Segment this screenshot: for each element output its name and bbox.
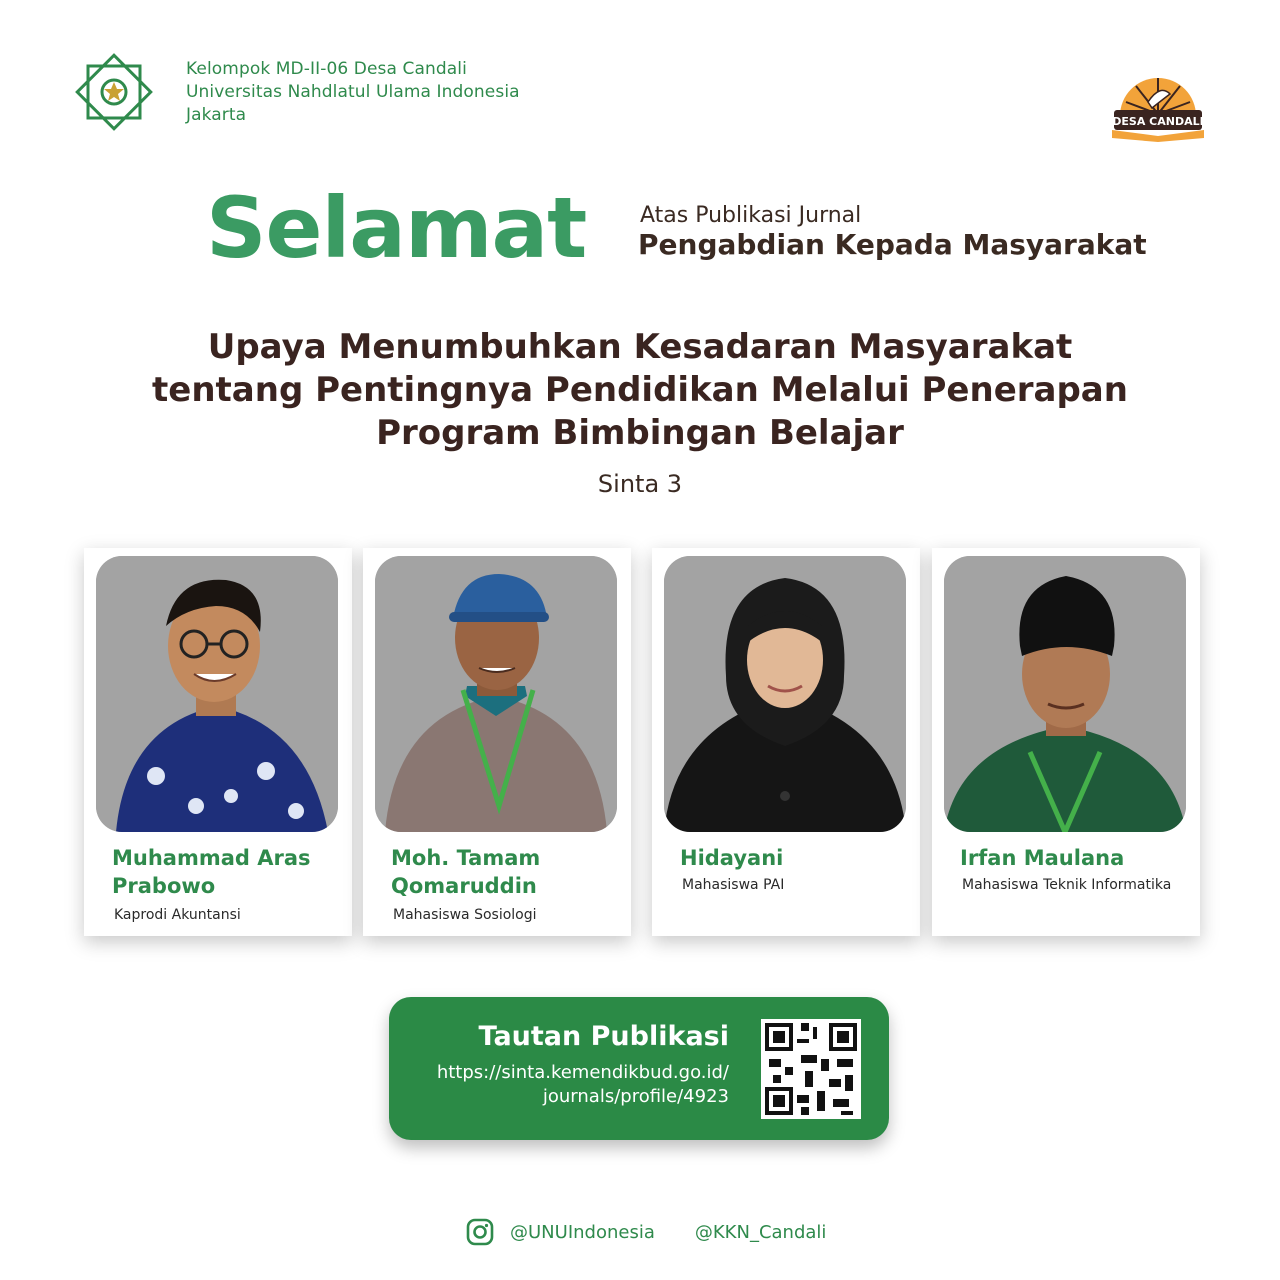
article-title-line: Program Bimbingan Belajar xyxy=(376,413,904,453)
article-title-line: tentang Pentingnya Pendidikan Melalui Penerapan xyxy=(152,370,1128,410)
person-role: Mahasiswa Sosiologi xyxy=(393,907,537,923)
header-line-group: Kelompok MD-II-06 Desa Candali xyxy=(186,59,467,79)
selamat-subtitle-2: Pengabdian Kepada Masyarakat xyxy=(638,228,1147,261)
person-photo xyxy=(96,556,338,832)
instagram-icon xyxy=(466,1218,494,1246)
publication-url[interactable] xyxy=(369,1061,729,1109)
social-footer xyxy=(466,1216,826,1248)
person-photo xyxy=(664,556,906,832)
person-name: Hidayani xyxy=(680,846,784,870)
selamat-subtitle-1: Atas Publikasi Jurnal xyxy=(640,203,862,228)
person-card xyxy=(363,548,631,936)
header-text xyxy=(186,58,520,127)
person-photo xyxy=(944,556,1186,832)
person-name: Moh. Tamam Qomaruddin xyxy=(391,846,541,898)
instagram-handle-kkn[interactable]: @KKN_Candali xyxy=(694,1221,827,1243)
selamat-heading: Selamat xyxy=(206,179,587,277)
person-role: Mahasiswa Teknik Informatika xyxy=(962,877,1172,893)
person-name: Muhammad Aras Prabowo xyxy=(112,846,311,898)
person-role: Kaprodi Akuntansi xyxy=(114,907,241,923)
publication-url-line: https://sinta.kemendikbud.go.id/ xyxy=(436,1062,729,1083)
person-card xyxy=(84,548,352,936)
header-line-city: Jakarta xyxy=(186,105,247,125)
person-photo xyxy=(375,556,617,832)
header-line-university: Universitas Nahdlatul Ulama Indonesia xyxy=(186,82,520,102)
article-title xyxy=(80,326,1200,455)
publication-link-box[interactable] xyxy=(389,997,889,1140)
sinta-index: Sinta 3 xyxy=(597,470,683,498)
unu-logo xyxy=(72,50,156,134)
badge-text: DESA CANDALI xyxy=(1112,115,1204,128)
person-card xyxy=(932,548,1200,936)
desa-candali-logo xyxy=(1108,54,1208,142)
article-title-line: Upaya Menumbuhkan Kesadaran Masyarakat xyxy=(207,327,1073,367)
publication-url-line: journals/profile/4923 xyxy=(542,1086,729,1107)
publication-title: Tautan Publikasi xyxy=(478,1021,729,1052)
person-card xyxy=(652,548,920,936)
person-role: Mahasiswa PAI xyxy=(682,877,785,893)
person-name: Irfan Maulana xyxy=(960,846,1125,870)
qr-code-icon[interactable] xyxy=(761,1019,861,1119)
instagram-handle-unu[interactable]: @UNUIndonesia xyxy=(510,1221,655,1243)
